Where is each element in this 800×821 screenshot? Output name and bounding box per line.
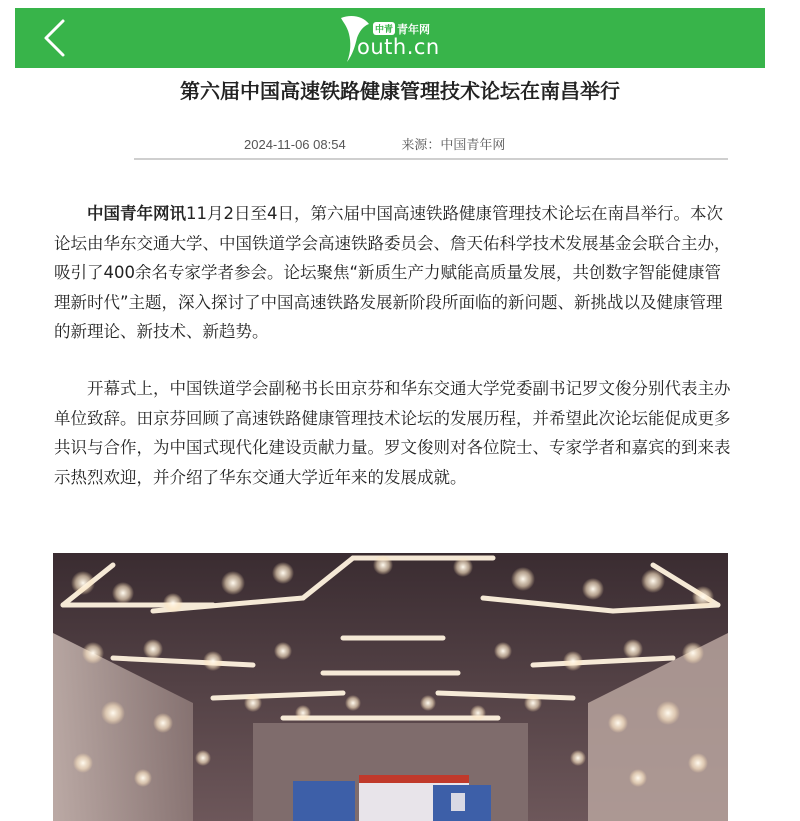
- publish-date: 2024-11-06 08:54: [244, 137, 346, 152]
- article-meta: [244, 134, 505, 153]
- paragraph-text: 11月2日至4日，第六届中国高速铁路健康管理技术论坛在南昌举行。本次论坛由华东交通大学、中国铁道学会高速铁路委员会、詹天佑科学技术发展基金会联合主办，吸引了400余名专家学者参会。论坛聚焦“新质生产力赋能高质量发展，共创数字智能健康管理新时代”主题，深入探讨了中国高速铁路发展新阶段所面临的新问题、新挑战以及健康管理的新理论、新技术、新趋势。: [54, 204, 731, 341]
- article-source: 来源：中国青年网: [401, 137, 506, 152]
- site-logo[interactable]: [333, 12, 483, 66]
- chevron-left-icon[interactable]: [37, 18, 73, 58]
- article-paragraph: [54, 199, 734, 347]
- conference-hall-photo: [53, 553, 728, 821]
- top-bar: [15, 8, 765, 68]
- logo-badge: 中青: [373, 22, 395, 35]
- news-lead: 中国青年网讯: [87, 204, 186, 223]
- article-title: 第六届中国高速铁路健康管理技术论坛在南昌举行: [180, 79, 620, 103]
- paragraph-text: 开幕式上，中国铁道学会副秘书长田京芬和华东交通大学党委副书记罗文俊分别代表主办单位致辞。田京芬回顾了高速铁路健康管理技术论坛的发展历程，并希望此次论坛能促成更多共识与合作，为中国式现代化建设贡献力量。罗文俊则对各位院士、专家学者和嘉宾的到来表示热烈欢迎，并介绍了华东交通大学近年来的发展成就。: [54, 379, 731, 487]
- divider: [134, 158, 728, 160]
- article-paragraph: [54, 374, 734, 492]
- logo-name-cn: 青年网: [397, 23, 431, 36]
- logo-en-text: outh.cn: [357, 35, 440, 59]
